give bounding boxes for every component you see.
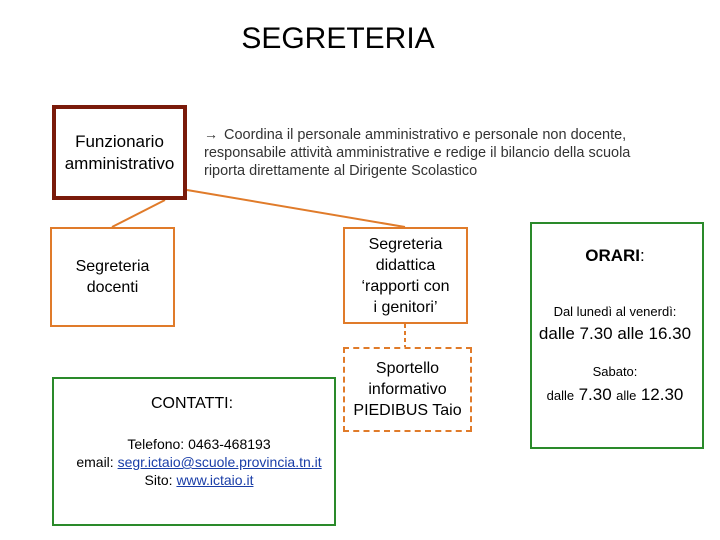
orari-heading [532,246,698,266]
funzionario-line2: amministrativo [64,153,175,173]
email-link[interactable]: segr.ictaio@scuole.provincia.tn.it [117,454,322,470]
sito-label: Sito: [144,472,173,488]
orari-saturday-end: 12.30 [640,385,684,404]
description-line3: riporta direttamente al Dirigente Scolastico [204,163,478,179]
contatti-heading-text: CONTATTI [150,395,229,412]
segreteria-didattica-line3: ‘rapporti con [361,277,450,295]
connector-funzionario-didattica [187,190,405,227]
segreteria-docenti-line2: docenti [86,279,139,296]
orari-saturday-label: Sabato: [592,364,638,379]
orari-weekday-label: Dal lunedì al venerdì: [553,304,677,319]
orari-saturday-prefix: dalle [546,388,575,403]
segreteria-didattica-line4: i genitori’ [373,298,438,316]
contatti-heading-colon: : [228,395,234,412]
contatti-heading [54,395,330,413]
email-label: email: [76,454,114,470]
orari-heading-text: ORARI [585,246,641,265]
segreteria-didattica-line1: Segreteria [368,235,443,253]
segreteria-docenti-box [50,227,175,327]
contatti-telefono [0,435,399,453]
orari-box [530,222,704,449]
sportello-box [343,347,472,432]
contatti-sito [0,471,399,489]
sportello-line2: informativo [368,381,447,398]
orari-heading-colon: : [640,246,645,265]
segreteria-docenti-line1: Segreteria [75,258,150,275]
arrow-right-icon: → [204,126,218,142]
sportello-line1: Sportello [375,360,440,377]
contatti-box [52,377,336,526]
sito-link[interactable]: www.ictaio.it [176,472,254,488]
segreteria-didattica-line2: didattica [375,256,436,274]
description-line1: Coordina il personale amministrativo e personale non docente, [224,127,627,143]
page-title: SEGRETERIA [241,22,435,55]
contatti-email [0,453,399,471]
orari-saturday-mid: alle [616,388,637,403]
sportello-line3: PIEDIBUS Taio [353,402,462,419]
connector-funzionario-docenti [112,200,165,227]
segreteria-didattica-box [343,227,468,324]
orari-saturday-start: 7.30 [578,385,612,404]
funzionario-box [52,105,187,200]
funzionario-description [204,125,694,180]
funzionario-line1: Funzionario [75,131,164,151]
description-line2: responsabile attività amministrative e redige il bilancio della scuola [204,145,631,161]
orari-saturday-hours [532,385,698,405]
contatti-details [0,435,399,489]
orari-weekday-hours: dalle 7.30 alle 16.30 [538,324,692,343]
telefono-value: 0463-468193 [188,436,271,452]
telefono-label: Telefono: [127,436,185,452]
